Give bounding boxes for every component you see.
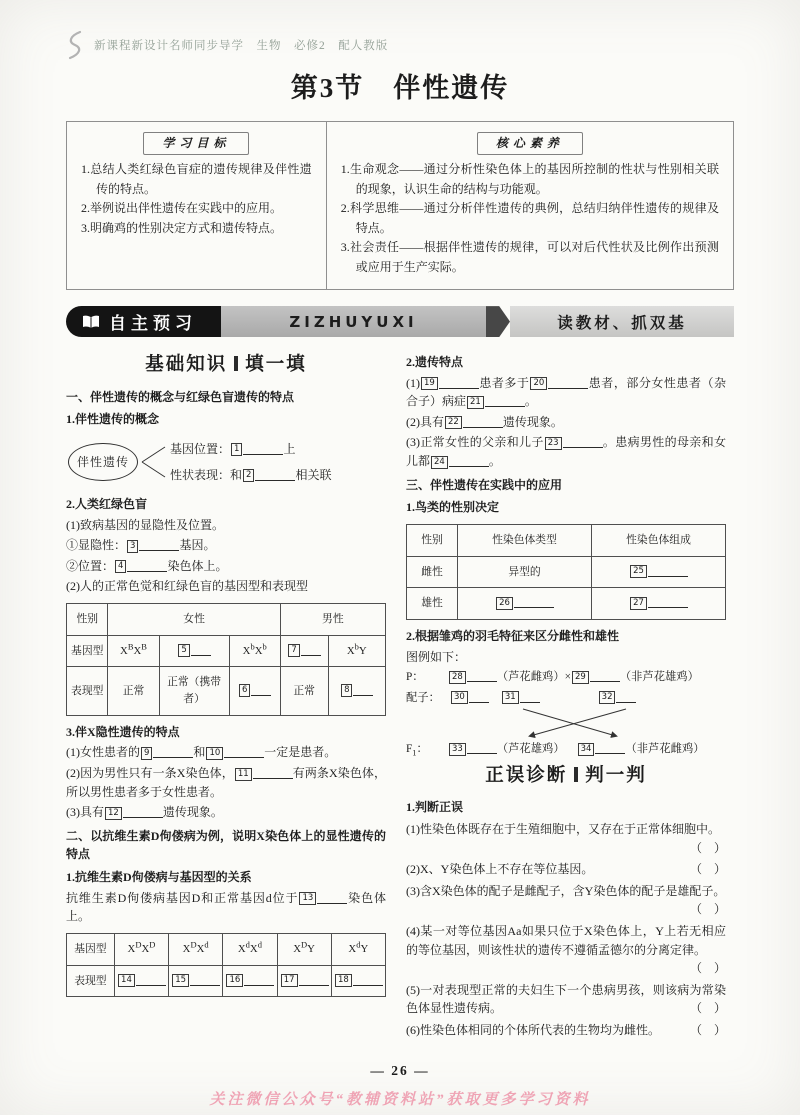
banner-title: 自主预习 — [109, 314, 197, 334]
banner-pinyin: ZIZHUYUXI — [221, 306, 486, 337]
colorblind-genotype-table — [66, 603, 386, 716]
subsection-judgment-title: 1.判断正误 — [406, 800, 464, 815]
paragraph: (1)女性患者的 9 和 10 一定是患者。 — [66, 745, 337, 760]
table-cell: 7 — [280, 635, 328, 667]
judgment-item: (6)性染色体相同的个体所代表的生物均为雌性。 （ ） — [406, 1022, 726, 1037]
table-cell: 雌性 — [407, 556, 458, 588]
table-cell: 25 — [592, 556, 726, 588]
judgment-item: (5)一对表现型正常的夫妇生下一个患病男孩，则该病为常染色体显性遗传病。 （ ） — [406, 982, 726, 1016]
cross-arrows-icon — [448, 708, 698, 740]
self-study-banner — [66, 306, 734, 337]
table-cell: 18 — [331, 965, 385, 997]
judgment-item: (4)某一对等位基因Aa如果只位于X染色体上，Y上若无相应的等位基因，则该性状的遗传不遵循孟德尔的分离定律。 （ ） — [406, 923, 726, 976]
table-cell: 8 — [328, 667, 385, 715]
paragraph: (1)致病基因的显隐性及位置。 — [66, 517, 224, 532]
table-cell: 性别 — [407, 524, 458, 556]
paragraph: ②位置： 4 染色体上。 — [66, 558, 228, 573]
table-cell: 性别 — [67, 603, 108, 635]
heading-divider — [574, 767, 578, 782]
objectives-right-column — [327, 122, 733, 289]
table-cell: $X^dY$ — [331, 933, 385, 965]
fork-lines-icon — [141, 435, 167, 489]
cross-p-row — [406, 669, 726, 687]
concept-diagram — [68, 435, 386, 489]
subsection-concept-title: 1.伴性遗传的概念 — [66, 412, 160, 427]
core-literacy-list — [341, 160, 719, 277]
subsection-colorblind-title: 2.人类红绿色盲 — [66, 496, 148, 511]
subsection-chick-feather-title: 2.根据雏鸡的羽毛特征来区分雌性和雄性 — [406, 629, 620, 644]
rickets-genotype-table — [66, 933, 386, 997]
cross-f1-row — [406, 741, 726, 759]
learning-goals-title: 学习目标 — [143, 132, 249, 155]
table-cell: 雄性 — [407, 588, 458, 620]
table-cell: 27 — [592, 588, 726, 620]
bird-sex-table — [406, 524, 726, 620]
judgment-heading-pre: 正误诊断 — [485, 765, 568, 786]
table-cell: $X^DX^D$ — [114, 933, 168, 965]
judgment-item: (1)性染色体既存在于生殖细胞中，又存在于正常体细胞中。 （ ） — [406, 821, 726, 855]
table-cell: $X^DY$ — [277, 933, 331, 965]
table-cell: $X^BX^B$ — [108, 635, 159, 667]
series-header: 新课程新设计名师同步导学 生物 必修2 配人教版 — [94, 40, 389, 52]
table-cell: 性染色体组成 — [592, 524, 726, 556]
subsection-bird-sex-title: 1.鸟类的性别决定 — [406, 500, 500, 515]
paragraph: (2)因为男性只有一条X染色体， 11 有两条X染色体，所以男性患者多于女性患者。 — [66, 766, 386, 799]
watermark: 关注微信公众号“教辅资料站”获取更多学习资料 — [209, 1092, 591, 1108]
paragraph: 抗维生素D佝偻病基因D和正常基因d位于 13 染色体上。 — [66, 890, 386, 924]
paragraph: (2)具有 22 遗传现象。 — [406, 414, 563, 429]
cross-diagram — [406, 669, 726, 759]
table-cell: 女性 — [108, 603, 280, 635]
left-column — [66, 349, 386, 1042]
table-cell: 男性 — [280, 603, 385, 635]
table-cell: 表现型 — [67, 667, 108, 715]
basics-heading-post: 填一填 — [245, 355, 307, 376]
core-literacy-title: 核心素养 — [477, 132, 583, 155]
objective-item: 1.生命观念——通过分析性染色体上的基因所控制的性状与性别相关联的现象，认识生命的结构与功能观。 — [340, 162, 719, 196]
judgment-heading — [406, 762, 726, 791]
objective-item: 2.科学思维——通过分析伴性遗传的典例，总结归纳伴性遗传的规律及特点。 — [340, 201, 719, 235]
page-header — [66, 30, 734, 60]
core-literacy-label — [341, 132, 719, 155]
table-cell: 17 — [277, 965, 331, 997]
p-generation-label: P： — [406, 671, 424, 684]
table-cell: 基因型 — [67, 933, 115, 965]
concept-branch-trait: 性状表现：和 2 相关联 — [170, 467, 332, 482]
table-cell: 性染色体类型 — [458, 524, 592, 556]
objective-item: 3.社会责任——根据伴性遗传的规律，可以对后代性状及比例作出预测或应用于生产实际。 — [340, 240, 719, 274]
objective-item: 1.总结人类红绿色盲症的遗传规律及伴性遗传的特点。 — [81, 162, 312, 196]
main-columns — [66, 349, 734, 1042]
judgment-item: (2)X、Y染色体上不存在等位基因。 （ ） — [406, 862, 726, 877]
paragraph: (3)具有 12 遗传现象。 — [66, 805, 223, 820]
basics-heading-pre: 基础知识 — [145, 355, 228, 376]
judgment-item: (3)含X染色体的配子是雌配子，含Y染色体的配子是雄配子。 （ ） — [406, 883, 726, 917]
page-number: — 26 — — [370, 1063, 430, 1078]
section-2-title: 二、以抗维生素D佝偻病为例，说明X染色体上的显性遗传的特点 — [66, 828, 386, 862]
judgment-heading-post: 判一判 — [585, 765, 647, 786]
table-cell: 正常 — [280, 667, 328, 715]
banner-chevron-icon — [486, 306, 510, 337]
f1-offspring-1: 33 （芦花雄鸡） — [448, 741, 565, 759]
table-cell: $X^DX^d$ — [169, 933, 223, 965]
brand-logo-icon — [66, 30, 84, 60]
table-cell: $X^dX^d$ — [223, 933, 277, 965]
page-title: 第3节 伴性遗传 — [290, 73, 510, 103]
table-cell: $X^bX^b$ — [229, 635, 280, 667]
concept-branches — [170, 436, 386, 488]
objective-item: 3.明确鸡的性别决定方式和遗传特点。 — [81, 220, 283, 235]
objective-item: 2.举例说出伴性遗传在实践中的应用。 — [81, 201, 283, 216]
objectives-left-column — [67, 122, 327, 289]
subsection-rickets-title: 1.抗维生素D佝偻病与基因型的关系 — [66, 869, 252, 884]
paragraph: (3)正常女性的父亲和儿子 23 。患病男性的母亲和女儿都 24 。 — [406, 435, 726, 469]
book-icon — [82, 315, 100, 329]
table-cell: 5 — [159, 635, 229, 667]
table-cell: 表现型 — [67, 965, 115, 997]
p-generation-line: 28 （芦花雌鸡）× 29 （非芦花雄鸡） — [448, 669, 699, 687]
table-cell: 正常（携带者） — [159, 667, 229, 715]
judgment-list — [406, 820, 726, 1040]
objectives-box — [66, 121, 734, 290]
gametes-label: 配子： — [406, 691, 440, 704]
gamete-2: 31 — [501, 690, 540, 708]
right-column — [406, 349, 726, 1042]
paragraph: (2)人的正常色觉和红绿色盲的基因型和表现型 — [66, 579, 308, 594]
heading-divider — [234, 356, 238, 371]
concept-branch-gene-position: 基因位置： 1 上 — [170, 441, 296, 456]
table-cell: 15 — [169, 965, 223, 997]
table-cell: 16 — [223, 965, 277, 997]
section-3-title: 三、伴性遗传在实践中的应用 — [406, 477, 563, 492]
paragraph: 图例如下： — [406, 649, 467, 664]
f1-offspring-2: 34 （非芦花雌鸡） — [577, 741, 705, 759]
paragraph: (1) 19 患者多于 20 患者，部分女性患者（杂合子）病症 21 。 — [406, 375, 726, 409]
table-cell: 异型的 — [458, 556, 592, 588]
gamete-3: 32 — [598, 690, 637, 708]
banner-title-pill — [66, 306, 221, 337]
learning-goals-label — [81, 132, 312, 155]
table-cell: 正常 — [108, 667, 159, 715]
concept-oval: 伴性遗传 — [68, 443, 138, 482]
section-1-title: 一、伴性遗传的概念与红绿色盲遗传的特点 — [66, 389, 295, 404]
paragraph: ①显隐性： 3 基因。 — [66, 538, 216, 553]
table-cell: 14 — [114, 965, 168, 997]
subsection-xrecessive-title: 3.伴X隐性遗传的特点 — [66, 724, 180, 739]
basics-heading — [66, 351, 386, 380]
learning-goals-list — [81, 160, 312, 238]
table-cell: 基因型 — [67, 635, 108, 667]
table-cell: 26 — [458, 588, 592, 620]
subsection-inheritance-features-title: 2.遗传特点 — [406, 355, 464, 370]
f1-label: $F_1$： — [406, 743, 428, 758]
cross-gametes-row — [406, 690, 726, 708]
banner-slogan: 读教材、抓双基 — [510, 306, 734, 337]
gamete-1: 30 — [450, 690, 489, 708]
table-cell: $X^bY$ — [328, 635, 385, 667]
table-cell: 6 — [229, 667, 280, 715]
